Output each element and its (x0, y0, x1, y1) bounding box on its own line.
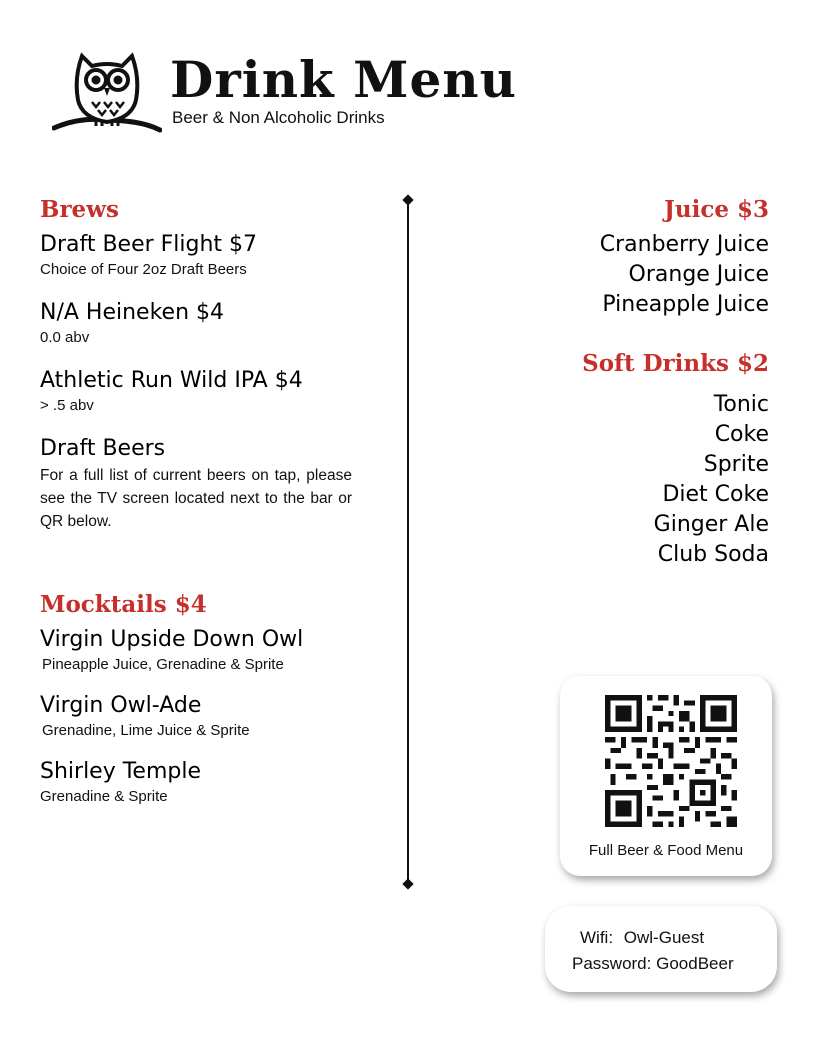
item-name: Athletic Run Wild IPA $4 (40, 368, 303, 393)
soft-drink-item: Ginger Ale (653, 512, 769, 537)
mocktails-title: Mocktails $4 (40, 591, 207, 618)
juice-section (469, 196, 769, 320)
item-description: 0.0 abv (40, 329, 90, 346)
brews-section (40, 196, 370, 533)
item-description: Choice of Four 2oz Draft Beers (40, 261, 247, 278)
soft-drink-item: Club Soda (657, 542, 769, 567)
item-name: N/A Heineken $4 (40, 300, 225, 325)
owl-icon (52, 48, 162, 134)
menu-item (40, 625, 370, 675)
juice-item: Pineapple Juice (602, 292, 769, 317)
wifi-label: Wifi: (580, 928, 614, 947)
page-subtitle: Beer & Non Alcoholic Drinks (172, 108, 385, 127)
wifi-card (545, 906, 777, 992)
item-description: > .5 abv (40, 397, 94, 414)
menu-item (40, 757, 370, 807)
menu-item (40, 298, 370, 348)
divider-bottom-dot (402, 878, 413, 889)
mocktails-section (40, 591, 370, 807)
menu-item (40, 230, 370, 280)
item-name: Shirley Temple (40, 759, 202, 784)
left-column (40, 196, 370, 807)
item-description: Grenadine & Sprite (40, 788, 168, 805)
item-name: Draft Beer Flight $7 (40, 232, 258, 257)
item-name: Virgin Owl-Ade (40, 693, 202, 718)
brews-title: Brews (40, 196, 119, 223)
menu-header (52, 48, 532, 138)
qr-card[interactable] (560, 676, 772, 876)
soft-drink-item: Diet Coke (662, 482, 769, 507)
soft-drinks-section (469, 350, 769, 570)
menu-item (40, 366, 370, 416)
wifi-password: GoodBeer (656, 954, 734, 973)
page-title: Drink Menu (170, 50, 517, 109)
item-description: Grenadine, Lime Juice & Sprite (42, 722, 250, 739)
item-name: Draft Beers (40, 436, 166, 461)
column-divider (407, 200, 409, 885)
wifi-network-line (580, 928, 704, 948)
wifi-password-line (572, 954, 734, 974)
divider-top-dot (402, 194, 413, 205)
soft-drink-item: Tonic (713, 392, 769, 417)
soft-drink-item: Sprite (703, 452, 769, 477)
wifi-network: Owl-Guest (623, 928, 705, 947)
qr-label: Full Beer & Food Menu (588, 842, 744, 859)
juice-title: Juice $3 (664, 196, 769, 223)
item-name: Virgin Upside Down Owl (40, 627, 304, 652)
right-column (469, 196, 769, 570)
menu-item (40, 434, 370, 533)
soft-drinks-title: Soft Drinks $2 (582, 350, 769, 377)
soft-drink-item: Coke (714, 422, 769, 447)
item-description: For a full list of current beers on tap, please see the TV screen located next to the bar or QR below. (40, 467, 352, 530)
juice-item: Orange Juice (628, 262, 769, 287)
qr-code-icon[interactable] (605, 695, 737, 827)
password-label: Password: (572, 954, 652, 973)
menu-item (40, 691, 370, 741)
juice-item: Cranberry Juice (599, 232, 769, 257)
item-description: Pineapple Juice, Grenadine & Sprite (42, 656, 284, 673)
